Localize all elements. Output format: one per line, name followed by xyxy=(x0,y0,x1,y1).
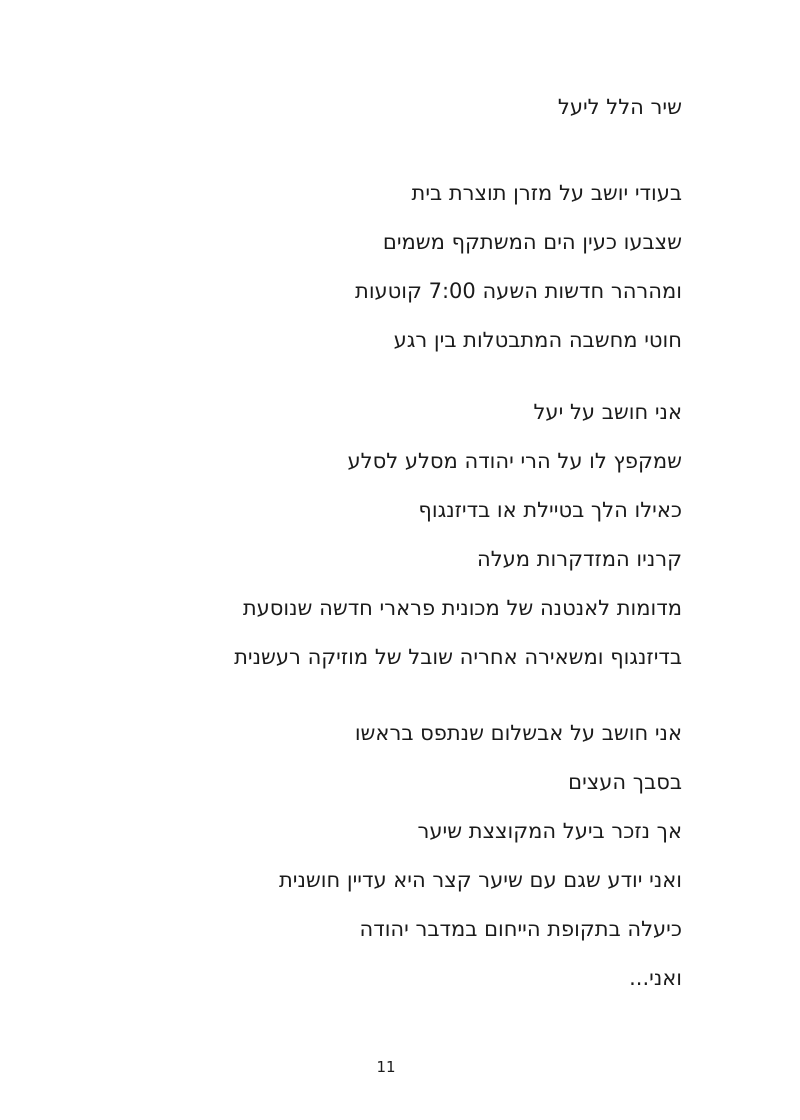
poem-title: שיר הלל ליעל xyxy=(557,95,682,119)
poem-line: ומהרהר חדשות השעה 7:00 קוטעות xyxy=(355,279,682,303)
poem-line: קרניו המזדקרות מעלה xyxy=(477,547,682,571)
poem-line: אני חושב על יעל xyxy=(533,400,682,424)
stanza-1 xyxy=(60,169,682,365)
poem-line: שמקפץ לו על הרי יהודה מסלע לסלע xyxy=(347,449,682,473)
poem-line: אני חושב על אבשלום שנתפס בראשו xyxy=(354,721,682,745)
poem-line: ואני... xyxy=(629,966,682,990)
poem-line: מדומות לאנטנה של מכונית פרארי חדשה שנוסעת xyxy=(242,596,682,620)
poem-line: כאילו הלך בטיילת או בדיזנגוף xyxy=(418,498,682,522)
poem-line: כיעלה בתקופת הייחום במדבר יהודה xyxy=(359,917,682,941)
page-number: 11 xyxy=(376,1058,396,1076)
poem-line: ואני יודע שגם עם שיער קצר היא עדיין חושנית xyxy=(278,868,682,892)
poem-line: חוטי מחשבה המתבטלות בין רגע xyxy=(393,328,682,352)
poem-line: שצבעו כעין הים המשתקף משמים xyxy=(382,230,682,254)
poem-line: בעודי יושב על מזרן תוצרת בית xyxy=(411,181,682,205)
poem-line: בסבך העצים xyxy=(568,770,682,794)
poem-line: אך נזכר ביעל המקוצצת שיער xyxy=(417,819,682,843)
stanza-3 xyxy=(60,709,682,1003)
poem-line: בדיזנגוף ומשאירה אחריה שובל של מוזיקה רעשנית xyxy=(234,645,682,669)
poem xyxy=(60,83,682,1003)
stanza-2 xyxy=(60,388,682,682)
